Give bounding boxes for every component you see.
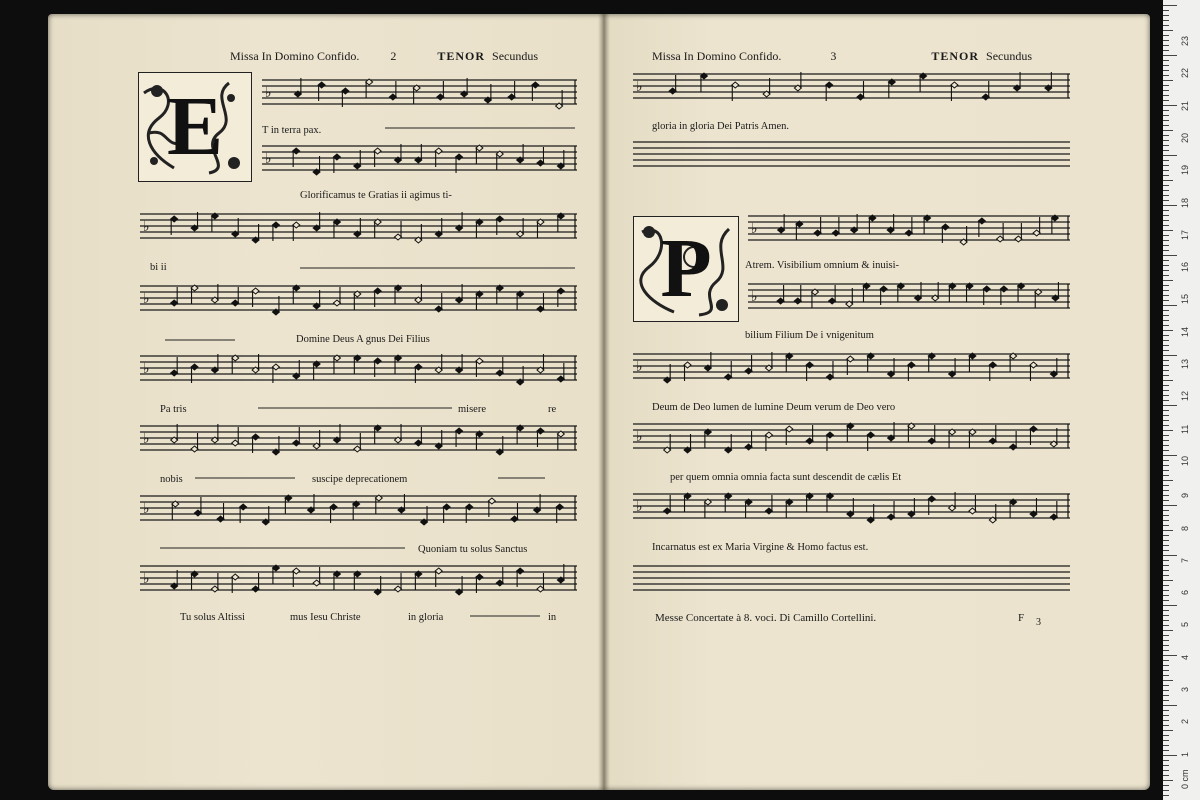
- ruler-tick: [1163, 765, 1169, 766]
- ruler-tick: [1163, 615, 1169, 616]
- ruler-tick: [1163, 645, 1169, 646]
- ruler-tick: [1163, 460, 1169, 461]
- staff-system: [633, 132, 1070, 182]
- ruler-tick: [1163, 570, 1169, 571]
- flat-sign: ♭: [143, 219, 150, 235]
- ruler-tick: [1163, 300, 1169, 301]
- ruler-label: 23: [1180, 35, 1190, 46]
- ruler-label: 15: [1180, 294, 1190, 305]
- ruler-tick: [1163, 525, 1169, 526]
- ruler-tick: [1163, 345, 1169, 346]
- right-voice-part: Secundus: [986, 49, 1033, 63]
- lyric-line: per quem omnia omnia facta sunt descendit de cælis Et: [670, 472, 902, 483]
- ruler-tick: [1163, 650, 1169, 651]
- staff-system: [262, 136, 577, 186]
- staff-system: [748, 274, 1070, 324]
- ruler-tick: [1163, 695, 1169, 696]
- note-head: [951, 82, 958, 88]
- ruler-tick: [1163, 515, 1169, 516]
- lyric-line: bi ii: [150, 262, 167, 273]
- ruler-tick: [1163, 735, 1169, 736]
- note-head: [171, 216, 178, 222]
- ruler-tick: [1163, 160, 1169, 161]
- right-voice: TENOR: [931, 49, 980, 63]
- initial-letter-e: E: [166, 80, 224, 173]
- ruler-tick: [1163, 360, 1169, 361]
- ruler-tick: [1163, 420, 1169, 421]
- ruler-label: 12: [1180, 391, 1190, 402]
- flat-sign: ♭: [636, 79, 643, 95]
- ruler-tick: [1163, 380, 1173, 381]
- ruler-tick: [1163, 630, 1173, 631]
- ruler-tick: [1163, 120, 1169, 121]
- initial-letter-p: P: [660, 222, 712, 315]
- ruler-tick: [1163, 370, 1169, 371]
- ruler-tick: [1163, 330, 1173, 331]
- ruler-tick: [1163, 210, 1169, 211]
- ruler-tick: [1163, 410, 1169, 411]
- ruler-tick: [1163, 245, 1169, 246]
- ruler-tick: [1163, 40, 1169, 41]
- ruler-tick: [1163, 25, 1169, 26]
- ruler-tick: [1163, 205, 1177, 206]
- ruler-tick: [1163, 150, 1169, 151]
- ruler-label: 21: [1180, 100, 1190, 111]
- lyric-line: Atrem. Visibilium omnium & inuisi-: [745, 260, 900, 271]
- note-head: [1030, 362, 1037, 368]
- staff-system: [633, 414, 1070, 464]
- ruler-tick: [1163, 605, 1177, 606]
- ruler-tick: [1163, 255, 1177, 256]
- ruler-tick: [1163, 480, 1173, 481]
- ruler-tick: [1163, 745, 1169, 746]
- staff-system: [748, 206, 1070, 256]
- right-header: [652, 49, 1032, 64]
- ruler-tick: [1163, 230, 1173, 231]
- ruler-tick: [1163, 675, 1169, 676]
- ruler-tick: [1163, 390, 1169, 391]
- left-header-title: Missa In Domino Confido.: [230, 49, 360, 63]
- signature-mark: F: [1018, 612, 1025, 624]
- ruler-label: 9: [1180, 493, 1190, 499]
- ruler-tick: [1163, 235, 1169, 236]
- ruler-tick: [1163, 475, 1169, 476]
- ruler-tick: [1163, 105, 1177, 106]
- right-header-title: Missa In Domino Confido.: [652, 49, 782, 63]
- ruler-tick: [1163, 35, 1169, 36]
- note-head: [537, 586, 544, 592]
- lyric-line: Glorificamus te Gratias ii agimus ti-: [300, 190, 452, 201]
- flat-sign: ♭: [143, 571, 150, 587]
- ruler-tick: [1163, 80, 1173, 81]
- ruler-label: 11: [1180, 424, 1190, 434]
- ruler-tick: [1163, 400, 1169, 401]
- ruler-tick: [1163, 600, 1169, 601]
- left-page: [48, 14, 604, 790]
- ruler-tick: [1163, 715, 1169, 716]
- lyric-line: Incarnatus est ex Maria Virgine & Homo factus est.: [652, 542, 869, 553]
- ruler-tick: [1163, 665, 1169, 666]
- ruler-label: 3: [1180, 686, 1190, 692]
- ruler-label: 20: [1180, 132, 1190, 143]
- ruler-tick: [1163, 180, 1173, 181]
- decorated-initial-e: [138, 72, 252, 182]
- ruler-tick: [1163, 220, 1169, 221]
- lyric-line: re: [548, 404, 557, 415]
- ruler-tick: [1163, 75, 1169, 76]
- ruler-tick: [1163, 610, 1169, 611]
- ruler-tick: [1163, 520, 1169, 521]
- ruler-tick: [1163, 540, 1169, 541]
- ruler-tick: [1163, 435, 1169, 436]
- ruler-tick: [1163, 215, 1169, 216]
- note-head: [725, 374, 732, 380]
- ruler-tick: [1163, 505, 1177, 506]
- signature-number: 3: [1036, 617, 1041, 628]
- note-head: [217, 516, 224, 522]
- ruler-tick: [1163, 5, 1177, 6]
- staff-system: [140, 556, 577, 606]
- ruler-tick: [1163, 115, 1169, 116]
- ruler-tick: [1163, 85, 1169, 86]
- ruler-tick: [1163, 700, 1169, 701]
- lyric-line: Tu solus Altissi: [180, 612, 245, 623]
- ruler-tick: [1163, 425, 1169, 426]
- ruler-tick: [1163, 195, 1169, 196]
- ruler-tick: [1163, 10, 1169, 11]
- ruler-tick: [1163, 290, 1169, 291]
- ruler-tick: [1163, 755, 1177, 756]
- ruler-tick: [1163, 135, 1169, 136]
- ruler-tick: [1163, 335, 1169, 336]
- ruler-tick: [1163, 270, 1169, 271]
- note-head: [928, 438, 935, 444]
- ruler-tick: [1163, 725, 1169, 726]
- ruler-tick: [1163, 170, 1169, 171]
- ruler-tick: [1163, 730, 1173, 731]
- ruler-tick: [1163, 375, 1169, 376]
- ruler-tick: [1163, 780, 1173, 781]
- ruler-tick: [1163, 575, 1169, 576]
- ruler-tick: [1163, 125, 1169, 126]
- ruler-tick: [1163, 365, 1169, 366]
- ruler-label: 16: [1180, 262, 1190, 273]
- ruler-tick: [1163, 275, 1169, 276]
- ruler-tick: [1163, 595, 1169, 596]
- note-head: [232, 574, 239, 580]
- lyric-line: misere: [458, 404, 486, 415]
- left-page-number: 2: [390, 49, 397, 63]
- left-header: [230, 49, 538, 64]
- ruler-label: 4: [1180, 654, 1190, 660]
- lyric-line: Deum de Deo lumen de lumine Deum verum de Deo vero: [652, 402, 896, 413]
- ruler-tick: [1163, 100, 1169, 101]
- ruler-tick: [1163, 720, 1169, 721]
- ruler-label: 2: [1180, 719, 1190, 725]
- flat-sign: ♭: [143, 291, 150, 307]
- ruler-tick: [1163, 285, 1169, 286]
- ruler-tick: [1163, 640, 1169, 641]
- flat-sign: ♭: [265, 151, 272, 167]
- ruler-tick: [1163, 795, 1169, 796]
- ruler-tick: [1163, 350, 1169, 351]
- ruler-tick: [1163, 315, 1169, 316]
- ruler-tick: [1163, 635, 1169, 636]
- ruler-tick: [1163, 50, 1169, 51]
- ruler-label: 14: [1180, 326, 1190, 337]
- staff-system: [140, 416, 577, 466]
- flat-sign: ♭: [143, 501, 150, 517]
- ruler-tick: [1163, 240, 1169, 241]
- ruler-tick: [1163, 190, 1169, 191]
- ruler-tick: [1163, 655, 1177, 656]
- flat-sign: ♭: [265, 85, 272, 101]
- flat-sign: ♭: [636, 359, 643, 375]
- staff-system: [140, 486, 577, 536]
- ruler-tick: [1163, 785, 1169, 786]
- ruler-tick: [1163, 415, 1169, 416]
- ruler-tick: [1163, 440, 1169, 441]
- ruler-label: 10: [1180, 455, 1190, 466]
- ruler-tick: [1163, 65, 1169, 66]
- ruler-tick: [1163, 165, 1169, 166]
- ruler-tick: [1163, 660, 1169, 661]
- ruler-tick: [1163, 550, 1169, 551]
- ruler-tick: [1163, 185, 1169, 186]
- staff-system: [633, 484, 1070, 534]
- ruler-tick: [1163, 130, 1173, 131]
- ruler-label: 19: [1180, 165, 1190, 176]
- note-head: [252, 434, 259, 440]
- ruler-tick: [1163, 145, 1169, 146]
- ruler-tick: [1163, 490, 1169, 491]
- ruler-tick: [1163, 450, 1169, 451]
- lyric-line: bilium Filium De i vnigenitum: [745, 330, 874, 341]
- ruler-tick: [1163, 680, 1173, 681]
- note-head: [1030, 426, 1037, 432]
- ruler-tick: [1163, 15, 1169, 16]
- flat-sign: ♭: [143, 361, 150, 377]
- ruler-tick: [1163, 325, 1169, 326]
- ruler-tick: [1163, 305, 1177, 306]
- lyric-line: suscipe deprecationem: [312, 474, 408, 485]
- ruler-tick: [1163, 200, 1169, 201]
- ruler-tick: [1163, 155, 1177, 156]
- note-head: [537, 306, 544, 312]
- ruler-tick: [1163, 445, 1169, 446]
- ruler-tick: [1163, 510, 1169, 511]
- lyric-line: gloria in gloria Dei Patris Amen.: [652, 121, 790, 132]
- ruler-tick: [1163, 760, 1169, 761]
- ruler-label: 7: [1180, 557, 1190, 563]
- ruler-tick: [1163, 30, 1173, 31]
- right-page-number: 3: [830, 49, 837, 63]
- ruler-tick: [1163, 45, 1169, 46]
- note-head: [252, 288, 259, 294]
- ruler-tick: [1163, 110, 1169, 111]
- flat-sign: ♭: [636, 429, 643, 445]
- ruler-tick: [1163, 790, 1169, 791]
- ruler-tick: [1163, 565, 1169, 566]
- ruler-label: 8: [1180, 525, 1190, 531]
- ruler-tick: [1163, 585, 1169, 586]
- note-head: [1033, 230, 1040, 236]
- flat-sign: ♭: [751, 221, 758, 237]
- ruler-tick: [1163, 770, 1169, 771]
- ruler-tick: [1163, 280, 1173, 281]
- ruler-tick: [1163, 140, 1169, 141]
- ruler-tick: [1163, 555, 1177, 556]
- note-head: [989, 362, 996, 368]
- ruler-tick: [1163, 250, 1169, 251]
- colophon: Messe Concertate à 8. voci. Di Camillo Cortellini.: [655, 612, 877, 624]
- ruler-tick: [1163, 535, 1169, 536]
- ruler-tick: [1163, 295, 1169, 296]
- ruler-tick: [1163, 95, 1169, 96]
- left-voice-part: Secundus: [492, 49, 539, 63]
- ruler-tick: [1163, 685, 1169, 686]
- ruler-tick: [1163, 775, 1169, 776]
- staff-system: [140, 204, 577, 254]
- lyric-line: mus Iesu Christe: [290, 612, 361, 623]
- lyric-line: T in terra pax.: [262, 125, 322, 136]
- lyric-line: Quoniam tu solus Sanctus: [418, 544, 528, 555]
- lyric-line: Domine Deus A gnus Dei Filius: [296, 334, 430, 345]
- ruler-tick: [1163, 455, 1177, 456]
- book-gutter: [598, 14, 610, 790]
- staff-system: [633, 556, 1070, 606]
- lyric-extender-lines: [0, 0, 1, 1]
- staff-system: [140, 276, 577, 326]
- note-head: [786, 426, 793, 432]
- ruler-tick: [1163, 260, 1169, 261]
- note-head: [826, 374, 833, 380]
- measurement-ruler: [1163, 0, 1200, 800]
- ruler-tick: [1163, 405, 1177, 406]
- ruler-label: 18: [1180, 197, 1190, 208]
- ruler-tick: [1163, 465, 1169, 466]
- note-head: [191, 446, 198, 452]
- ruler-label: 5: [1180, 622, 1190, 628]
- ruler-tick: [1163, 580, 1173, 581]
- ruler-tick: [1163, 500, 1169, 501]
- ruler-tick: [1163, 670, 1169, 671]
- ruler-tick: [1163, 225, 1169, 226]
- decorated-initial-p: [633, 216, 739, 322]
- ruler-tick: [1163, 175, 1169, 176]
- ruler-tick: [1163, 55, 1177, 56]
- ruler-label: 1: [1180, 751, 1190, 757]
- ruler-tick: [1163, 560, 1169, 561]
- ruler-tick: [1163, 265, 1169, 266]
- ruler-tick: [1163, 90, 1169, 91]
- lyric-line: nobis: [160, 474, 183, 485]
- ruler-label: 22: [1180, 68, 1190, 79]
- staff-system: [262, 70, 577, 120]
- ruler-tick: [1163, 590, 1169, 591]
- ruler-label: 0 cm: [1180, 769, 1190, 789]
- flat-sign: ♭: [143, 431, 150, 447]
- ruler-tick: [1163, 710, 1169, 711]
- ruler-tick: [1163, 385, 1169, 386]
- note-head: [240, 504, 247, 510]
- ruler-tick: [1163, 625, 1169, 626]
- staff-system: [633, 344, 1070, 394]
- lyric-line: in gloria: [408, 612, 444, 623]
- ruler-tick: [1163, 545, 1169, 546]
- ruler-tick: [1163, 705, 1177, 706]
- ruler-tick: [1163, 495, 1169, 496]
- staff-system: [633, 64, 1070, 114]
- ruler-tick: [1163, 620, 1169, 621]
- ruler-tick: [1163, 485, 1169, 486]
- ruler-tick: [1163, 750, 1169, 751]
- note-head: [880, 286, 887, 292]
- ruler-tick: [1163, 430, 1173, 431]
- ruler-tick: [1163, 690, 1169, 691]
- ruler-tick: [1163, 320, 1169, 321]
- staff-system: [140, 346, 577, 396]
- ruler-label: 17: [1180, 229, 1190, 240]
- lyric-line: Pa tris: [160, 404, 187, 415]
- left-voice: TENOR: [437, 49, 486, 63]
- ruler-tick: [1163, 530, 1173, 531]
- ruler-tick: [1163, 340, 1169, 341]
- note-head: [684, 362, 691, 368]
- ruler-tick: [1163, 355, 1177, 356]
- ruler-label: 6: [1180, 590, 1190, 596]
- ruler-tick: [1163, 60, 1169, 61]
- ruler-tick: [1163, 310, 1169, 311]
- lyric-line: in: [548, 612, 557, 623]
- note-head: [1050, 514, 1057, 520]
- ruler-tick: [1163, 20, 1169, 21]
- flat-sign: ♭: [636, 499, 643, 515]
- ruler-tick: [1163, 70, 1169, 71]
- ruler-tick: [1163, 395, 1169, 396]
- ruler-label: 13: [1180, 358, 1190, 369]
- ruler-tick: [1163, 470, 1169, 471]
- ruler-tick: [1163, 740, 1169, 741]
- flat-sign: ♭: [751, 289, 758, 305]
